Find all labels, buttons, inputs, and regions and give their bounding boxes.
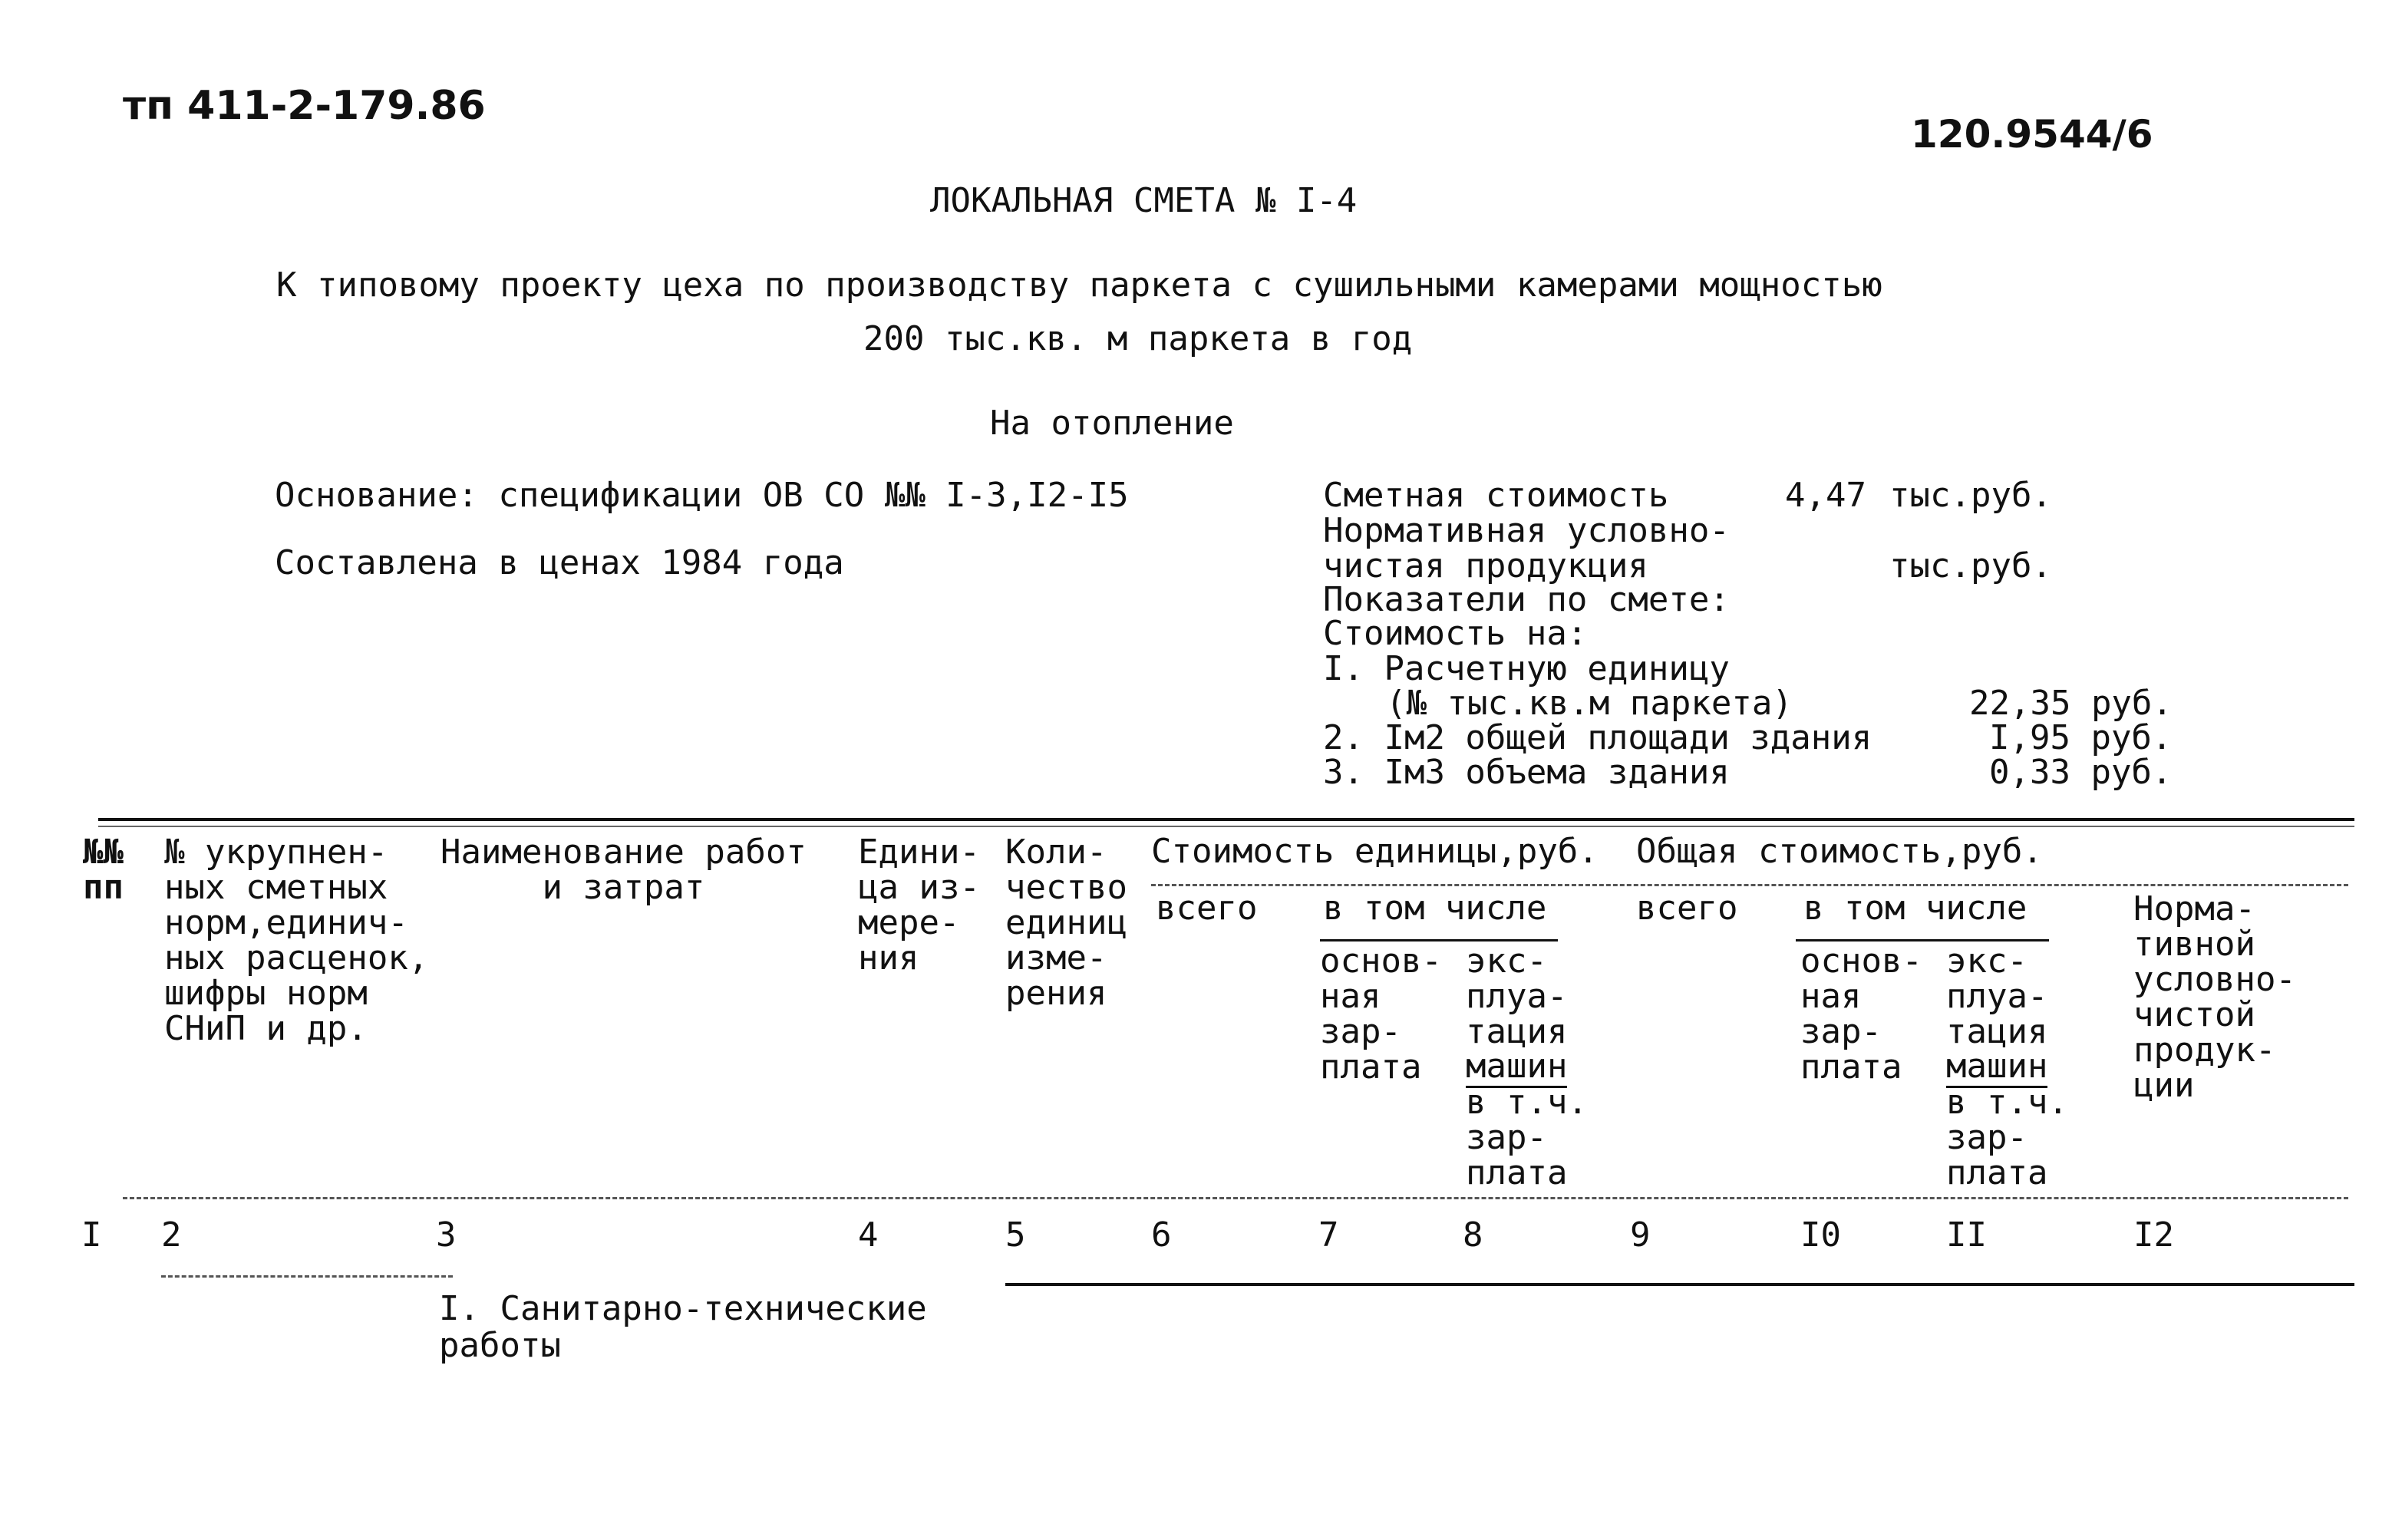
column-number: 2 — [161, 1215, 182, 1255]
indicators-label: Показатели по смете: — [1323, 580, 1730, 619]
section-heading: На отопление — [990, 404, 1234, 443]
total-cost-header: Общая стоимость,руб. — [1636, 832, 2043, 871]
total-cost-machines-wages-header: в т.ч. зар- плата — [1946, 1083, 2068, 1192]
sheet-code-handwritten: 120.9544/6 — [1911, 112, 2153, 157]
unit-cost-machines-label: машин — [1466, 1047, 1567, 1088]
total-cost-incl-header: в том числе — [1803, 889, 2028, 928]
indicator-1-value: 22,35 руб. — [1969, 684, 2173, 723]
numbers-bottom-rule — [1005, 1283, 2354, 1286]
indicator-2-value: I,95 руб. — [1989, 718, 2173, 757]
total-cost-machines-header: экс- плуа- тация — [1946, 941, 2048, 1051]
normative-label-1: Нормативная условно- — [1323, 511, 1730, 550]
column-number: 6 — [1151, 1215, 1172, 1255]
document-title: ЛОКАЛЬНАЯ СМЕТА № I-4 — [930, 181, 1358, 220]
col-unit-header: Едини- ца из- мере- ния — [858, 833, 980, 978]
basis-text: Основание: спецификации ОВ СО №№ I-3,I2-I5 — [275, 476, 1129, 515]
cost-for-label: Стоимость на: — [1323, 614, 1588, 653]
unit-cost-machines-header: экс- плуа- тация — [1466, 941, 1568, 1051]
prices-text: Составлена в ценах 1984 года — [275, 543, 844, 582]
indicator-2-label: 2. Iм2 общей площади здания — [1323, 718, 1872, 757]
unit-cost-wages-header: основ- ная зар- плата — [1320, 941, 1442, 1087]
document-subtitle-line2: 200 тыс.кв. м паркета в год — [863, 319, 1413, 358]
indicator-1-sublabel: (№ тыс.кв.м паркета) — [1386, 684, 1793, 723]
column-number: 8 — [1463, 1215, 1483, 1255]
column-number: 7 — [1318, 1215, 1339, 1255]
normative-unit: тыс.руб. — [1889, 546, 2052, 585]
column-number: 9 — [1630, 1215, 1651, 1255]
unit-cost-all-header: всего — [1156, 889, 1258, 928]
unit-cost-machines-wages-header: в т.ч. зар- плата — [1466, 1083, 1588, 1192]
column-number: I0 — [1800, 1215, 1841, 1255]
estimated-cost-unit: тыс.руб. — [1889, 476, 2052, 515]
table-top-rule — [98, 818, 2354, 821]
column-number: I — [81, 1215, 102, 1255]
column-number: I2 — [2133, 1215, 2174, 1255]
section-1-title: I. Санитарно-технические работы — [439, 1289, 927, 1365]
table-top-rule-secondary — [98, 826, 2354, 827]
col-norms-header: № укрупнен- ных сметных норм,единич- ных расценок, шифры норм СНиП и др. — [164, 833, 429, 1048]
unit-cost-machines-word — [1466, 1047, 1568, 1086]
unit-cost-header: Стоимость единицы,руб. — [1151, 832, 1599, 871]
indicator-3-label: 3. Iм3 объема здания — [1323, 753, 1730, 792]
header-bottom-rule — [123, 1197, 2348, 1199]
normative-label-2: чистая продукция — [1323, 546, 1648, 585]
column-number: 4 — [858, 1215, 879, 1255]
header-sub-rule — [1151, 884, 2348, 886]
column-number: II — [1946, 1215, 1987, 1255]
total-cost-machines-word — [1946, 1047, 2048, 1086]
total-cost-machines-label: машин — [1946, 1047, 2047, 1088]
column-number: 5 — [1005, 1215, 1026, 1255]
project-code-handwritten: тп 411-2-179.86 — [123, 83, 486, 129]
unit-cost-incl-header: в том числе — [1323, 889, 1547, 928]
total-cost-wages-header: основ- ная зар- плата — [1800, 941, 1922, 1087]
column-number: 3 — [436, 1215, 457, 1255]
col-quantity-header: Коли- чество единиц изме- рения — [1005, 833, 1127, 1013]
col-row-number-header: №№ пп — [83, 833, 124, 907]
col-work-name-header: Наименование работ и затрат — [440, 833, 807, 907]
estimated-cost-label: Сметная стоимость — [1323, 476, 1669, 515]
document-subtitle-line1: К типовому проекту цеха по производству паркета с сушильными камерами мощностью — [276, 265, 1882, 305]
estimated-cost-value: 4,47 — [1785, 476, 1866, 515]
indicator-1-label: I. Расчетную единицу — [1323, 649, 1730, 688]
indicator-3-value: 0,33 руб. — [1989, 753, 2173, 792]
col-normative-header: Норма- тивной условно- чистой продук- ции — [2133, 889, 2296, 1105]
numbers-bottom-rule-left — [161, 1275, 453, 1278]
total-cost-all-header: всего — [1636, 889, 1738, 928]
